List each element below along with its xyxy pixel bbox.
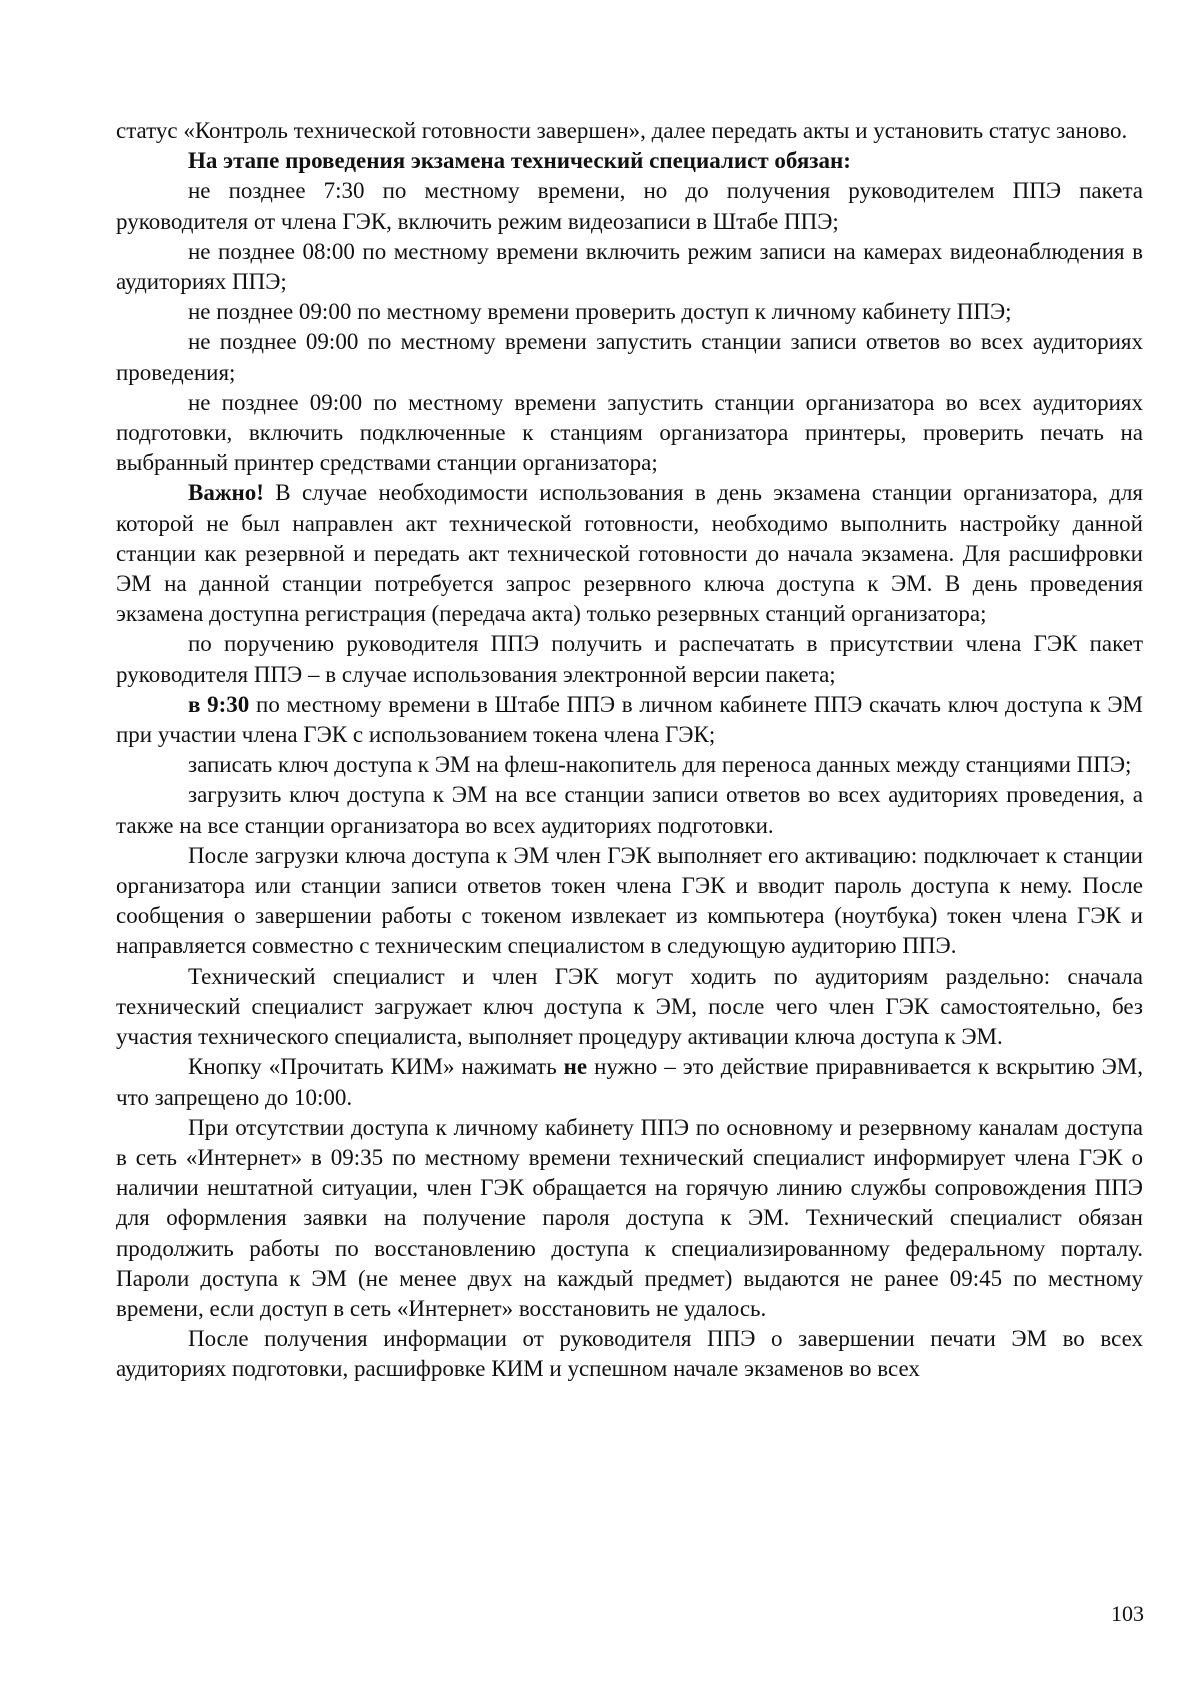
paragraph <box>116 629 1143 689</box>
text-run: При отсутствии доступа к личному кабинету ППЭ по основному и резервному каналам доступа в сеть «Интернет» в 09:35 по местному времени технический специалист информирует члена ГЭК о наличии нештатной ситуации, член ГЭК обращается на горячую линию службы сопровождения ППЭ для оформления заявки на получение пароля доступа к ЭМ. Технический специалист обязан продолжить работы по восстановлению доступа к специализированному федеральному порталу. Пароли доступа к ЭМ (не менее двух на каждый предмет) выдаются не ранее 09:45 по местному времени, если доступ в сеть «Интернет» восстановить не удалось. <box>116 1114 1143 1321</box>
text-run: Технический специалист и член ГЭК могут ходить по аудиториям раздельно: сначала технический специалист загружает ключ доступа к ЭМ, после чего член ГЭК самостоятельно, без участия технического специалиста, выполняет процедуру активации ключа доступа к ЭМ. <box>116 963 1143 1050</box>
paragraph <box>116 841 1143 962</box>
paragraph <box>116 176 1143 236</box>
paragraph <box>116 780 1143 840</box>
text-run: записать ключ доступа к ЭМ на флеш-накопитель для переноса данных между станциями ППЭ; <box>188 752 1132 778</box>
paragraph <box>116 388 1143 479</box>
paragraph <box>116 327 1143 387</box>
text-run: не позднее 08:00 по местному времени включить режим записи на камерах видеонаблюдения в аудиториях ППЭ; <box>116 238 1143 295</box>
text-run: не позднее 09:00 по местному времени запустить станции организатора во всех аудиториях подготовки, включить подключенные к станциям организатора принтеры, проверить печать на выбранный принтер средствами станции организатора; <box>116 389 1143 476</box>
text-run: по поручению руководителя ППЭ получить и распечатать в присутствии члена ГЭК пакет руководителя ППЭ – в случае использования электронной версии пакета; <box>116 631 1143 687</box>
page-body <box>116 116 1143 1385</box>
paragraph <box>116 146 1143 176</box>
paragraph <box>116 750 1143 780</box>
text-run: Кнопку «Прочитать КИМ» нажимать <box>188 1054 564 1080</box>
paragraph <box>116 962 1143 1053</box>
paragraph <box>116 690 1143 750</box>
text-run: по местному времени в Штабе ППЭ в личном кабинете ППЭ скачать ключ доступа к ЭМ при участии члена ГЭК с использованием токена члена ГЭК; <box>116 691 1143 748</box>
paragraph <box>116 1113 1143 1324</box>
bold-text: не <box>563 1054 588 1080</box>
paragraph <box>116 116 1143 146</box>
text-run: статус «Контроль технической готовности завершен», далее передать акты и установить статус заново. <box>116 118 1128 143</box>
paragraph <box>116 297 1143 327</box>
text-run: загрузить ключ доступа к ЭМ на все станции записи ответов во всех аудиториях проведения, а также на все станции организатора во всех аудиториях подготовки. <box>116 782 1143 838</box>
text-run: не позднее 09:00 по местному времени проверить доступ к личному кабинету ППЭ; <box>188 299 1012 325</box>
paragraph <box>116 478 1143 629</box>
paragraph <box>116 1324 1143 1384</box>
bold-text: На этапе проведения экзамена технический специалист обязан: <box>188 148 851 174</box>
paragraph <box>116 237 1143 297</box>
page-number: 103 <box>1111 1601 1144 1626</box>
text-run: не позднее 7:30 по местному времени, но до получения руководителем ППЭ пакета руководителя от члена ГЭК, включить режим видеозаписи в Штабе ППЭ; <box>116 178 1143 234</box>
text-run: нужно – это действие приравнивается к вскрытию ЭМ, что запрещено до 10:00. <box>116 1054 1143 1110</box>
text-run: не позднее 09:00 по местному времени запустить станции записи ответов во всех аудиториях проведения; <box>116 329 1143 385</box>
bold-text: в 9:30 <box>188 691 250 717</box>
bold-text: Важно! <box>188 480 264 506</box>
paragraph <box>116 1052 1143 1112</box>
text-run: После получения информации от руководителя ППЭ о завершении печати ЭМ во всех аудиториях подготовки, расшифровке КИМ и успешном начале экзаменов во всех <box>116 1326 1143 1382</box>
text-run: В случае необходимости использования в день экзамена станции организатора, для которой не был направлен акт технической готовности, необходимо выполнить настройку данной станции как резервной и передать акт технической готовности до начала экзамена. Для расшифровки ЭМ на данной станции потребуется запрос резервного ключа доступа к ЭМ. В день проведения экзамена доступна регистрация (передача акта) только резервных станций организатора; <box>116 480 1143 627</box>
text-run: После загрузки ключа доступа к ЭМ член ГЭК выполняет его активацию: подключает к станции организатора или станции записи ответов токен члена ГЭК и вводит пароль доступа к нему. После сообщения о завершении работы с токеном извлекает из компьютера (ноутбука) токен члена ГЭК и направляется совместно с техническим специалистом в следующую аудиторию ППЭ. <box>116 842 1143 959</box>
